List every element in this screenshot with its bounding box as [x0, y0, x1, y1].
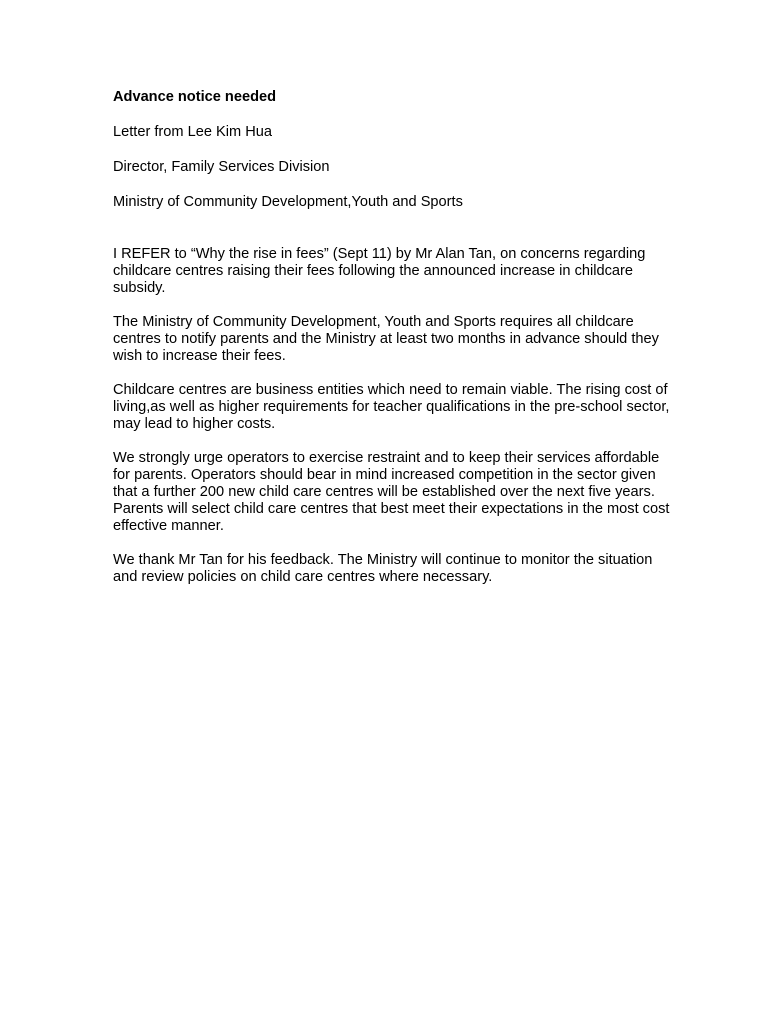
- author-title: Director, Family Services Division: [113, 159, 330, 175]
- body-paragraph-1: I REFER to “Why the rise in fees” (Sept 11) by Mr Alan Tan, on concerns regarding childcare centres raising their fees following the announced increase in childcare subsidy.: [113, 246, 646, 296]
- body-paragraph-5: We thank Mr Tan for his feedback. The Ministry will continue to monitor the situation and review policies on child care centres where necessary.: [113, 552, 653, 585]
- body-paragraph-4: We strongly urge operators to exercise restraint and to keep their services affordable for parents. Operators should bear in mind increased competition in the sector given that a further 200 new child care centres will be established over the next five years. Parents will select child care centres that best meet their expectations in the most cost effective manner.: [113, 450, 670, 534]
- author-organization: Ministry of Community Development,Youth and Sports: [113, 194, 463, 210]
- body-paragraph-2: The Ministry of Community Development, Youth and Sports requires all childcare centres to notify parents and the Ministry at least two months in advance should they wish to increase their fees.: [113, 314, 659, 364]
- letter-headline: Advance notice needed: [113, 89, 277, 105]
- letter-author: Letter from Lee Kim Hua: [113, 124, 272, 140]
- document-page: [113, 89, 673, 603]
- body-paragraph-3: Childcare centres are business entities which need to remain viable. The rising cost of living,as well as higher requirements for teacher qualifications in the pre-school sector, may lead to higher costs.: [113, 382, 670, 432]
